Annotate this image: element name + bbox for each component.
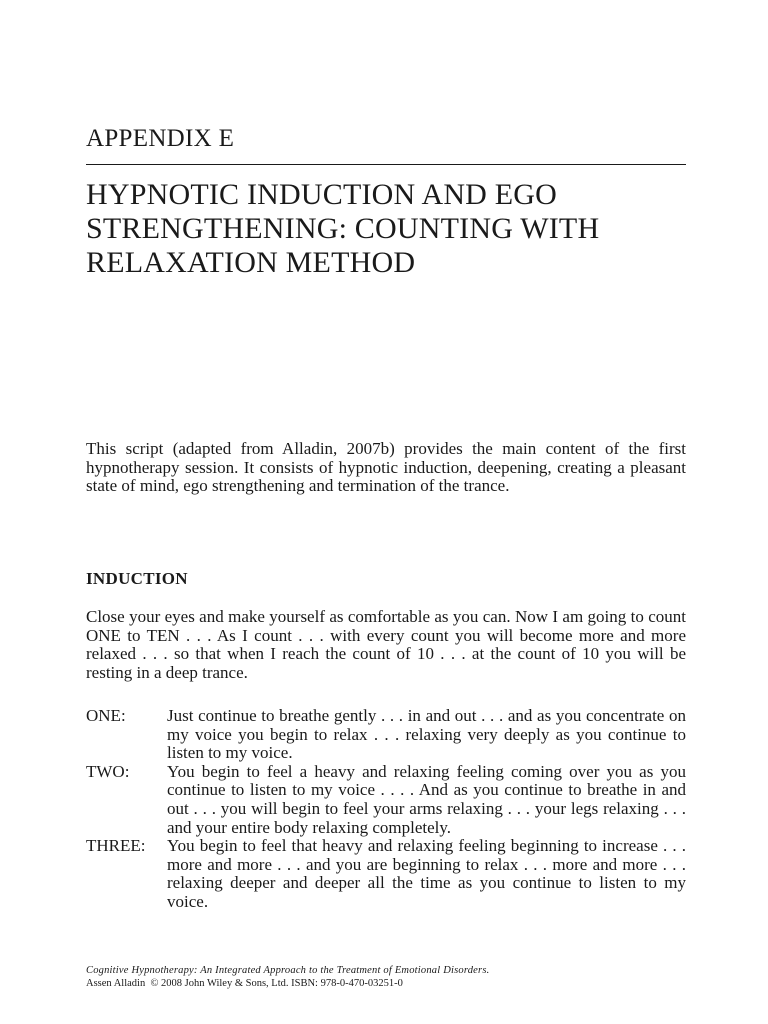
- chapter-title: [86, 178, 686, 280]
- count-label: THREE:: [86, 836, 146, 856]
- induction-paragraph: Close your eyes and make yourself as comfortable as you can. Now I am going to count ONE to TEN . . . As I count . . . with every count you will become more and more relaxed . . . so that when I reach the count of 10 . . . at the count of 10 you will be resting in a deep trance.: [86, 607, 686, 682]
- chapter-title-line: RELAXATION METHOD: [86, 246, 416, 279]
- intro-paragraph: This script (adapted from Alladin, 2007b) provides the main content of the first hypnotherapy session. It consists of hypnotic induction, deepening, creating a pleasant state of mind, ego strengthening and termination of the trance.: [86, 439, 686, 496]
- appendix-label: APPENDIX E: [86, 125, 235, 152]
- document-page: [86, 0, 686, 1024]
- page-footer: [86, 965, 686, 990]
- heading-rule: [86, 164, 686, 165]
- footer-copyright: Assen Alladin © 2008 John Wiley & Sons, Ltd. ISBN: 978-0-470-03251-0: [86, 977, 403, 989]
- section-heading-induction: INDUCTION: [86, 569, 188, 588]
- count-item-three: [86, 837, 686, 911]
- count-list: [86, 707, 686, 912]
- count-label: ONE:: [86, 706, 126, 725]
- count-text: You begin to feel that heavy and relaxing feeling beginning to increase . . . more and more . . . and you are beginning to relax . . . more and more . . . relaxing deeper and deeper all the time as you continue to listen to my voice.: [167, 836, 686, 911]
- count-item-one: [86, 707, 686, 763]
- chapter-title-line: STRENGTHENING: COUNTING WITH: [86, 212, 600, 245]
- count-text: You begin to feel a heavy and relaxing feeling coming over you as you continue to listen to my voice . . . . And as you continue to breathe in and out . . . you will begin to feel your arms relaxing . . . your legs relaxing . . . and your entire body relaxing completely.: [167, 761, 686, 837]
- footer-citation: Cognitive Hypnotherapy: An Integrated Approach to the Treatment of Emotional Disorders.: [86, 965, 490, 976]
- count-label: TWO:: [86, 761, 130, 781]
- count-item-two: [86, 763, 686, 837]
- chapter-title-line: HYPNOTIC INDUCTION AND EGO: [86, 178, 558, 211]
- count-text: Just continue to breathe gently . . . in and out . . . and as you concentrate on my voice you begin to relax . . . relaxing very deeply as you continue to listen to my voice.: [167, 706, 686, 763]
